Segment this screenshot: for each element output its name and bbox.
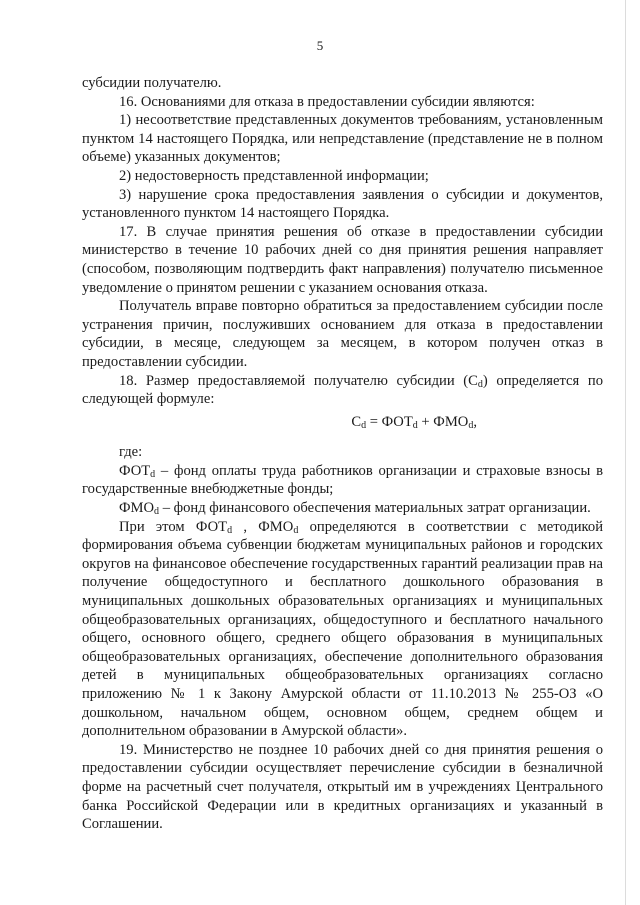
- subscript: d: [468, 419, 474, 431]
- formula-c: C: [351, 413, 362, 430]
- methodology-text-c: определяются в соответствии с методикой формирования объема субвенции бюджетам муниципальных районов и городских округов на финансовое обеспечение государственных гарантий реализации прав на получение общедоступного и бесплатного дошкольного образования в муниципальных дошкольных образовательных организациях и муниципальных общеобразовательных организациях, общедоступного и бесплатного начального общего, основного общего, среднего общего образования в муниципальных общеобразовательных организациях, обеспечение дополнительного образования детей в муниципальных общеобразовательных организациях согласно приложению № 1 к Закону Амурской области от 11.10.2013 № 255-ОЗ «О дошкольном, начальном общем, основном общем, среднем общем и дополнительном образовании в Амурской области».: [82, 518, 604, 740]
- formula-end: ,: [473, 413, 477, 430]
- paragraph-18-text-a: 18. Размер предоставляемой получателю субсидии (C: [119, 372, 478, 389]
- paragraph-17-second: Получатель вправе повторно обратиться за предоставлением субсидии после устранения причин, послуживших основанием для отказа в предоставлении субсидии, в месяце, следующем за месяцем, в котором получен отказ в предоставлении субсидии.: [82, 298, 603, 370]
- methodology-text-a: При этом ФОТ: [119, 518, 228, 535]
- subscript: d: [412, 419, 418, 431]
- page-number: 5: [316, 38, 324, 53]
- formula: [82, 413, 603, 432]
- methodology-paragraph: [82, 518, 603, 741]
- page-edge: [625, 0, 634, 905]
- subscript: d: [154, 506, 160, 518]
- paragraph-19: 19. Министерство не позднее 10 рабочих дней со дня принятия решения о предоставлении субсидии осуществляет перечисление субсидии в безналичной форме на расчетный счет получателя, открытый им в учреждениях Центрального банка Российской Федерации или в кредитных организациях и указанный в Соглашении.: [82, 741, 603, 833]
- subscript: d: [361, 419, 367, 431]
- paragraph-18-text-b: ) определяется по следующей формуле:: [82, 372, 603, 408]
- paragraph-16-title: 16. Основаниями для отказа в предоставлении субсидии являются:: [119, 93, 535, 110]
- paragraph-16-item-1: 1) несоответствие представленных документов требованиям, установленным пунктом 14 настоящего Порядка, или непредставление (представление не в полном объеме) указанных документов;: [82, 112, 603, 166]
- subscript: d: [150, 468, 156, 480]
- subscript: d: [293, 524, 299, 536]
- paragraph-continuation: субсидии получателю.: [82, 75, 222, 91]
- fot-definition: [82, 462, 603, 499]
- formula-fmo: + ФМО: [417, 413, 469, 430]
- fmo-term: ФМО: [119, 500, 155, 517]
- document-body: [82, 74, 603, 834]
- paragraph-17: 17. В случае принятия решения об отказе в предоставлении субсидии министерство в течение 10 рабочих дней со дня принятия решения направляет (способом, позволяющим подтвердить факт направления) получателю письменное уведомление о принятом решении с указанием основания отказа.: [82, 223, 603, 296]
- where-label: где:: [119, 444, 143, 461]
- fot-text: – фонд оплаты труда работников организации и страховые взносы в государственные внебюджетные фонды;: [82, 462, 603, 498]
- paragraph-16-item-2: 2) недостоверность представленной информации;: [119, 167, 429, 184]
- paragraph-18: [82, 372, 603, 409]
- fmo-definition: [82, 499, 603, 518]
- fmo-text: – фонд финансового обеспечения материальных затрат организации.: [159, 500, 591, 517]
- methodology-text-b: , ФМО: [232, 518, 294, 535]
- subscript: d: [477, 378, 483, 390]
- paragraph-16-item-3: 3) нарушение срока предоставления заявления о субсидии и документов, установленного пунктом 14 настоящего Порядка.: [82, 186, 603, 222]
- formula-fot: = ФОТ: [366, 413, 413, 430]
- subscript: d: [227, 524, 233, 536]
- fot-term: ФОТ: [119, 462, 151, 479]
